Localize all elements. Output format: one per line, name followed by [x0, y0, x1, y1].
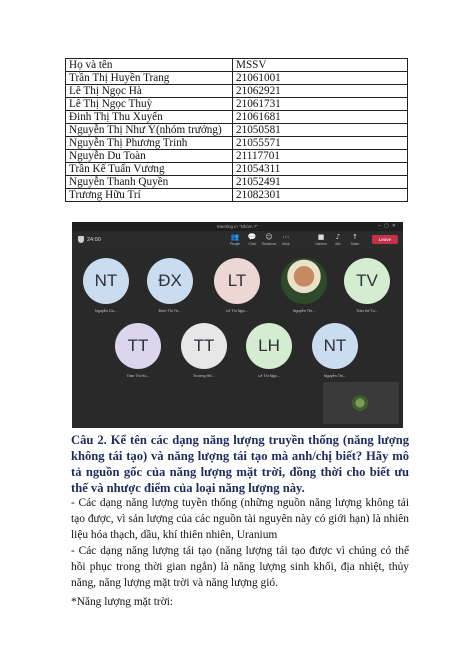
self-camera-thumbnail — [352, 395, 368, 411]
toolbar-mic-button[interactable] — [329, 233, 347, 246]
participant-avatar: LH — [246, 323, 292, 369]
toolbar-label: Share — [350, 242, 360, 246]
toolbar-more-button[interactable] — [277, 233, 295, 246]
self-view — [323, 382, 399, 424]
participant-name: Lê Thị Ngọ... — [226, 309, 248, 313]
participant-tile[interactable] — [113, 323, 163, 378]
toolbar-label: Chat — [248, 242, 256, 246]
chat-icon: 💬 — [247, 233, 257, 241]
student-id-cell: 21052491 — [233, 176, 408, 189]
name-cell: Đinh Thị Thu Xuyến — [66, 111, 233, 124]
camera-icon: ■ — [317, 233, 325, 241]
table-row — [66, 85, 408, 98]
participant-avatar: NT — [83, 258, 129, 304]
question-heading: Câu 2. Kể tên các dạng năng lượng truyền thống (năng lượng không tái tạo) và năng lượng tái tạo mà anh/chị biết? Hãy mô tả nguồn gốc của năng lượng mặt trời, đồng thời cho biết ưu thế và nhược điểm của loại năng lượng này. — [71, 433, 409, 495]
participant-name: Nguyễn Thị... — [292, 309, 316, 313]
table-row — [66, 124, 408, 137]
participant-avatar: NT — [312, 323, 358, 369]
more-icon: ⋯ — [282, 233, 290, 241]
share-icon: ↑ — [352, 233, 358, 241]
name-cell: Trần Thị Huyền Trang — [66, 72, 233, 85]
meeting-toolbar — [72, 231, 403, 249]
participant-tile[interactable] — [179, 323, 229, 378]
name-cell: Nguyễn Thanh Quyền — [66, 176, 233, 189]
toolbar-label: People — [229, 242, 241, 246]
paragraph-nonrenewable: - Các dạng năng lượng tuyền thống (những nguồn năng lượng không tái tạo được, vì sản lượng của các nguồn tài nguyên này có giới hạn) là nhiên liệu hóa thạch, dầu, khí thiên nhiên, Uranium — [71, 497, 409, 541]
student-id-cell: 21082301 — [233, 189, 408, 202]
student-id-cell: 21062921 — [233, 85, 408, 98]
paragraph-renewable: - Các dạng năng lượng tái tạo (năng lượng tái tạo được vì chúng có thể hồi phục trong thời gian ngắn) là năng lượng sinh khối, địa nhiệt, thủy năng, năng lượng mặt trời và năng lượng gió. — [71, 545, 409, 589]
participant-avatar: TT — [181, 323, 227, 369]
toolbar-people-button[interactable] — [226, 233, 244, 246]
table-row — [66, 98, 408, 111]
toolbar-label: Camera — [315, 242, 327, 246]
member-table — [65, 58, 408, 202]
participant-name: Trần Kế Tu... — [356, 309, 378, 313]
participant-tile[interactable] — [310, 323, 360, 378]
student-id-cell: 21055571 — [233, 137, 408, 150]
participant-avatar: ĐX — [147, 258, 193, 304]
table-row — [66, 137, 408, 150]
participant-tile[interactable] — [279, 258, 329, 313]
table-row — [66, 72, 408, 85]
participant-avatar: TV — [344, 258, 390, 304]
name-cell: Trần Kế Tuấn Vương — [66, 163, 233, 176]
leave-button[interactable] — [372, 235, 398, 244]
table-row — [66, 150, 408, 163]
participant-name: Trương Hữ... — [192, 374, 216, 378]
mic-icon: ♪ — [335, 233, 341, 241]
table-header-row — [66, 59, 408, 72]
toolbar-label: Mic — [335, 242, 341, 246]
paragraph-solar-heading: *Năng lượng mặt trời: — [71, 596, 174, 608]
participant-photo — [281, 258, 327, 304]
toolbar-label: Reactions — [261, 242, 277, 246]
toolbar-reactions-button[interactable] — [260, 233, 278, 246]
table-row — [66, 111, 408, 124]
participant-avatar: TT — [115, 323, 161, 369]
participant-tile[interactable] — [81, 258, 131, 313]
participant-tile[interactable] — [342, 258, 392, 313]
toolbar-share-button[interactable] — [346, 233, 364, 246]
name-cell: Nguyễn Du Toàn — [66, 150, 233, 163]
name-cell: Nguyễn Thị Như Ý(nhóm trưởng) — [66, 124, 233, 137]
toolbar-camera-button[interactable] — [312, 233, 330, 246]
name-cell: Trương Hữu Trí — [66, 189, 233, 202]
participant-tile[interactable] — [145, 258, 195, 313]
name-cell: Họ và tên — [66, 59, 233, 72]
participant-tile[interactable] — [244, 323, 294, 378]
toolbar-label: More — [282, 242, 290, 246]
student-id-cell: 21117701 — [233, 150, 408, 163]
student-id-cell: 21061681 — [233, 111, 408, 124]
meeting-timer: 24:00 — [87, 237, 101, 243]
participant-name: Nguyễn Du... — [94, 309, 118, 313]
table-row — [66, 176, 408, 189]
name-cell: Lê Thị Ngọc Thuỳ — [66, 98, 233, 111]
name-cell: Lê Thị Ngọc Hà — [66, 85, 233, 98]
name-cell: Nguyễn Thị Phương Trinh — [66, 137, 233, 150]
reactions-icon: ☺ — [265, 233, 273, 241]
participant-name: Đinh Thị Th... — [158, 309, 182, 313]
student-id-cell: MSSV — [233, 59, 408, 72]
participant-name: Trần Thị Hu... — [126, 374, 150, 378]
student-id-cell: 21061001 — [233, 72, 408, 85]
toolbar-chat-button[interactable] — [243, 233, 261, 246]
window-controls[interactable]: –▢✕ — [378, 223, 399, 229]
participant-name: Nguyễn Thị... — [323, 374, 347, 378]
leave-label: Leave — [378, 237, 392, 242]
table-row — [66, 163, 408, 176]
people-icon: 👥 — [230, 233, 240, 241]
participant-tile[interactable] — [212, 258, 262, 313]
meeting-screenshot — [72, 222, 403, 428]
student-id-cell: 21061731 — [233, 98, 408, 111]
table-row — [66, 189, 408, 202]
shield-icon — [78, 236, 84, 243]
student-id-cell: 21050581 — [233, 124, 408, 137]
window-title: Meeting in "Nhóm 7" — [72, 222, 403, 231]
student-id-cell: 21054311 — [233, 163, 408, 176]
participant-avatar: LT — [214, 258, 260, 304]
participant-name: Lê Thị Ngọ... — [258, 374, 280, 378]
